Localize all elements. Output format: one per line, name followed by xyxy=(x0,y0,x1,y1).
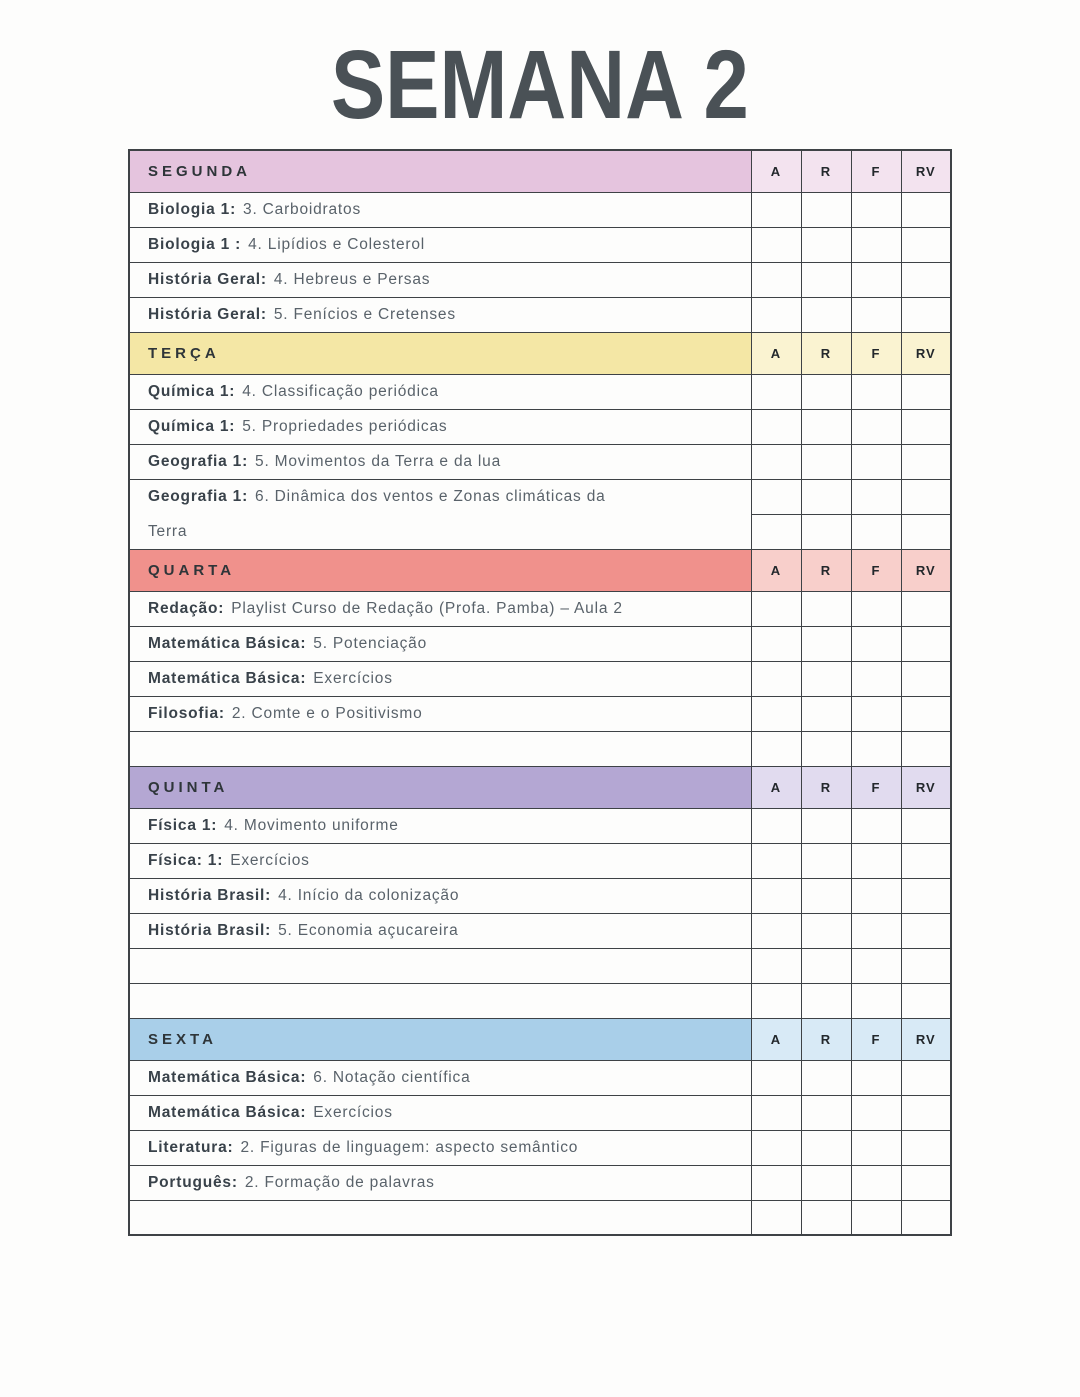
check-cell-sexta-r[interactable] xyxy=(801,1165,851,1200)
page-title xyxy=(0,0,1080,139)
check-cell-quarta-r[interactable] xyxy=(801,696,851,731)
task-label-cell xyxy=(129,227,751,262)
task-row xyxy=(129,1095,951,1130)
check-cell-quinta-r[interactable] xyxy=(801,808,851,843)
check-cell-terca-r[interactable] xyxy=(801,409,851,444)
check-cell-terca-rv[interactable] xyxy=(901,514,951,549)
check-cell-sexta-a[interactable] xyxy=(751,1095,801,1130)
task-subject: Matemática Básica: xyxy=(148,634,307,652)
check-cell-quarta-a[interactable] xyxy=(751,626,801,661)
task-topic: 6. Dinâmica dos ventos e Zonas climáticas da xyxy=(255,487,606,505)
task-subject: Literatura: xyxy=(148,1138,234,1156)
check-cell-terca-r[interactable] xyxy=(801,514,851,549)
task-subject: História Brasil: xyxy=(148,921,272,939)
empty-row xyxy=(129,983,951,1018)
check-cell-segunda-rv[interactable] xyxy=(901,227,951,262)
check-column-header-r: R xyxy=(801,1018,851,1060)
task-subject: Matemática Básica: xyxy=(148,1103,307,1121)
task-topic: 2. Comte e o Positivismo xyxy=(231,704,423,722)
empty-task-cell xyxy=(129,983,751,1018)
task-label-cell xyxy=(129,878,751,913)
task-row xyxy=(129,696,951,731)
check-column-header-a: A xyxy=(751,150,801,192)
task-subject: Física: 1: xyxy=(148,851,224,869)
task-topic: 5. Economia açucareira xyxy=(278,921,459,939)
check-cell-quarta-rv[interactable] xyxy=(901,731,951,766)
check-cell-quinta-f[interactable] xyxy=(851,843,901,878)
check-column-header-a: A xyxy=(751,332,801,374)
task-label-cell xyxy=(129,409,751,444)
check-cell-terca-r[interactable] xyxy=(801,374,851,409)
check-cell-segunda-f[interactable] xyxy=(851,297,901,332)
check-column-header-rv: RV xyxy=(901,766,951,808)
check-cell-quinta-rv[interactable] xyxy=(901,808,951,843)
task-subject: Química 1: xyxy=(148,382,236,400)
check-cell-terca-f[interactable] xyxy=(851,374,901,409)
task-row xyxy=(129,409,951,444)
day-header-row-terca xyxy=(129,332,951,374)
check-cell-terca-f[interactable] xyxy=(851,479,901,514)
check-column-header-rv: RV xyxy=(901,1018,951,1060)
empty-task-cell xyxy=(129,948,751,983)
check-column-header-r: R xyxy=(801,332,851,374)
check-cell-terca-rv[interactable] xyxy=(901,444,951,479)
task-topic: Playlist Curso de Redação (Profa. Pamba) – Aula 2 xyxy=(231,599,623,617)
check-cell-terca-rv[interactable] xyxy=(901,374,951,409)
empty-row xyxy=(129,731,951,766)
task-row xyxy=(129,661,951,696)
check-cell-terca-r[interactable] xyxy=(801,479,851,514)
empty-row xyxy=(129,1200,951,1235)
task-row xyxy=(129,262,951,297)
check-cell-segunda-a[interactable] xyxy=(751,227,801,262)
day-header-row-segunda xyxy=(129,150,951,192)
check-cell-segunda-f[interactable] xyxy=(851,227,901,262)
task-topic: 4. Hebreus e Persas xyxy=(273,270,431,288)
task-subject: Filosofia: xyxy=(148,704,225,722)
check-column-header-a: A xyxy=(751,766,801,808)
task-topic: 4. Classificação periódica xyxy=(242,382,439,400)
check-cell-segunda-r[interactable] xyxy=(801,262,851,297)
check-column-header-rv: RV xyxy=(901,150,951,192)
check-cell-segunda-a[interactable] xyxy=(751,192,801,227)
check-cell-sexta-rv[interactable] xyxy=(901,1095,951,1130)
check-cell-quarta-r[interactable] xyxy=(801,661,851,696)
task-subject: História Geral: xyxy=(148,270,267,288)
check-cell-segunda-rv[interactable] xyxy=(901,192,951,227)
check-cell-quarta-f[interactable] xyxy=(851,591,901,626)
check-cell-quarta-f[interactable] xyxy=(851,731,901,766)
task-topic: 5. Propriedades periódicas xyxy=(242,417,448,435)
check-cell-quinta-r[interactable] xyxy=(801,983,851,1018)
check-cell-terca-a[interactable] xyxy=(751,514,801,549)
day-header-sexta: SEXTA xyxy=(129,1018,751,1060)
check-cell-quinta-r[interactable] xyxy=(801,878,851,913)
check-cell-terca-a[interactable] xyxy=(751,409,801,444)
task-row xyxy=(129,479,951,514)
check-cell-quinta-rv[interactable] xyxy=(901,948,951,983)
check-cell-sexta-f[interactable] xyxy=(851,1095,901,1130)
check-cell-terca-rv[interactable] xyxy=(901,409,951,444)
task-row xyxy=(129,192,951,227)
check-cell-quinta-a[interactable] xyxy=(751,948,801,983)
check-cell-terca-f[interactable] xyxy=(851,409,901,444)
task-row xyxy=(129,297,951,332)
check-column-header-f: F xyxy=(851,549,901,591)
check-cell-sexta-a[interactable] xyxy=(751,1200,801,1235)
task-subject: Geografia 1: xyxy=(148,452,249,470)
check-cell-quinta-rv[interactable] xyxy=(901,878,951,913)
check-cell-quinta-a[interactable] xyxy=(751,983,801,1018)
task-label-cell xyxy=(129,626,751,661)
empty-task-cell xyxy=(129,1200,751,1235)
task-subject: Matemática Básica: xyxy=(148,669,307,687)
task-subject: História Brasil: xyxy=(148,886,272,904)
task-subject: Matemática Básica: xyxy=(148,1068,307,1086)
task-subject: Redação: xyxy=(148,599,225,617)
check-cell-terca-a[interactable] xyxy=(751,479,801,514)
task-row xyxy=(129,808,951,843)
check-cell-quarta-f[interactable] xyxy=(851,661,901,696)
check-column-header-r: R xyxy=(801,549,851,591)
day-header-row-quarta xyxy=(129,549,951,591)
task-subject: Português: xyxy=(148,1173,238,1191)
check-cell-quarta-a[interactable] xyxy=(751,591,801,626)
check-column-header-f: F xyxy=(851,766,901,808)
check-cell-sexta-rv[interactable] xyxy=(901,1060,951,1095)
task-label-cell xyxy=(129,192,751,227)
check-cell-segunda-r[interactable] xyxy=(801,297,851,332)
check-cell-sexta-f[interactable] xyxy=(851,1165,901,1200)
task-row xyxy=(129,1130,951,1165)
study-planner-table xyxy=(128,149,952,1236)
task-label-cell xyxy=(129,444,751,479)
day-header-segunda: SEGUNDA xyxy=(129,150,751,192)
check-cell-sexta-f[interactable] xyxy=(851,1060,901,1095)
check-cell-segunda-rv[interactable] xyxy=(901,262,951,297)
day-header-quarta: QUARTA xyxy=(129,549,751,591)
check-cell-quinta-r[interactable] xyxy=(801,948,851,983)
check-cell-quarta-rv[interactable] xyxy=(901,626,951,661)
day-header-row-sexta xyxy=(129,1018,951,1060)
task-subject: Biologia 1 : xyxy=(148,235,242,253)
check-cell-segunda-a[interactable] xyxy=(751,297,801,332)
check-cell-quinta-rv[interactable] xyxy=(901,843,951,878)
day-header-row-quinta xyxy=(129,766,951,808)
check-cell-quinta-f[interactable] xyxy=(851,808,901,843)
task-label-cell xyxy=(129,913,751,948)
task-topic: Exercícios xyxy=(313,1103,393,1121)
task-topic: 6. Notação científica xyxy=(313,1068,471,1086)
check-cell-quinta-a[interactable] xyxy=(751,843,801,878)
check-cell-quinta-f[interactable] xyxy=(851,948,901,983)
check-column-header-f: F xyxy=(851,1018,901,1060)
task-topic: 2. Figuras de linguagem: aspecto semântico xyxy=(240,1138,579,1156)
task-topic: 5. Fenícios e Cretenses xyxy=(273,305,456,323)
task-label-cell xyxy=(129,696,751,731)
task-label-cell xyxy=(129,262,751,297)
task-subject: Física 1: xyxy=(148,816,218,834)
check-cell-quarta-r[interactable] xyxy=(801,731,851,766)
check-column-header-rv: RV xyxy=(901,549,951,591)
check-cell-quinta-rv[interactable] xyxy=(901,913,951,948)
check-cell-segunda-f[interactable] xyxy=(851,262,901,297)
day-header-terca: TERÇA xyxy=(129,332,751,374)
check-cell-terca-rv[interactable] xyxy=(901,479,951,514)
check-cell-sexta-a[interactable] xyxy=(751,1130,801,1165)
check-cell-quarta-a[interactable] xyxy=(751,696,801,731)
check-cell-segunda-r[interactable] xyxy=(801,192,851,227)
task-row xyxy=(129,913,951,948)
task-topic: 2. Formação de palavras xyxy=(244,1173,435,1191)
check-cell-segunda-f[interactable] xyxy=(851,192,901,227)
task-label-cell xyxy=(129,661,751,696)
check-column-header-a: A xyxy=(751,549,801,591)
check-cell-quinta-f[interactable] xyxy=(851,983,901,1018)
check-cell-quarta-a[interactable] xyxy=(751,731,801,766)
check-cell-quinta-r[interactable] xyxy=(801,843,851,878)
task-label-cell xyxy=(129,479,751,549)
task-row xyxy=(129,227,951,262)
check-cell-quinta-a[interactable] xyxy=(751,913,801,948)
check-cell-sexta-r[interactable] xyxy=(801,1200,851,1235)
task-topic: 4. Movimento uniforme xyxy=(224,816,399,834)
task-label-cell xyxy=(129,297,751,332)
check-cell-sexta-rv[interactable] xyxy=(901,1200,951,1235)
task-topic: Exercícios xyxy=(313,669,393,687)
check-cell-quarta-rv[interactable] xyxy=(901,696,951,731)
check-cell-terca-f[interactable] xyxy=(851,514,901,549)
task-topic: 5. Movimentos da Terra e da lua xyxy=(255,452,501,470)
task-row xyxy=(129,1165,951,1200)
task-row xyxy=(129,374,951,409)
check-cell-quarta-f[interactable] xyxy=(851,696,901,731)
task-topic-continuation: Terra xyxy=(148,522,188,540)
task-topic: 4. Início da colonização xyxy=(278,886,460,904)
check-cell-quinta-f[interactable] xyxy=(851,878,901,913)
task-label-cell xyxy=(129,808,751,843)
check-cell-quarta-r[interactable] xyxy=(801,591,851,626)
check-column-header-rv: RV xyxy=(901,332,951,374)
task-topic: 3. Carboidratos xyxy=(243,200,362,218)
check-cell-quarta-a[interactable] xyxy=(751,661,801,696)
task-row xyxy=(129,843,951,878)
check-cell-segunda-a[interactable] xyxy=(751,262,801,297)
task-label-cell xyxy=(129,1095,751,1130)
check-cell-quinta-a[interactable] xyxy=(751,808,801,843)
task-topic: Exercícios xyxy=(230,851,310,869)
check-cell-sexta-f[interactable] xyxy=(851,1200,901,1235)
day-header-quinta: QUINTA xyxy=(129,766,751,808)
task-label-cell xyxy=(129,1060,751,1095)
task-row xyxy=(129,878,951,913)
task-subject: Geografia 1: xyxy=(148,487,249,505)
task-label-cell xyxy=(129,374,751,409)
check-cell-quarta-r[interactable] xyxy=(801,626,851,661)
check-cell-quinta-a[interactable] xyxy=(751,878,801,913)
task-row xyxy=(129,444,951,479)
task-subject: Biologia 1: xyxy=(148,200,237,218)
check-cell-terca-a[interactable] xyxy=(751,444,801,479)
task-row xyxy=(129,626,951,661)
check-cell-sexta-a[interactable] xyxy=(751,1060,801,1095)
check-column-header-f: F xyxy=(851,332,901,374)
check-cell-quinta-r[interactable] xyxy=(801,913,851,948)
check-column-header-f: F xyxy=(851,150,901,192)
check-cell-quinta-f[interactable] xyxy=(851,913,901,948)
check-cell-quarta-rv[interactable] xyxy=(901,661,951,696)
check-cell-sexta-r[interactable] xyxy=(801,1095,851,1130)
check-cell-sexta-rv[interactable] xyxy=(901,1165,951,1200)
check-cell-sexta-r[interactable] xyxy=(801,1060,851,1095)
task-row xyxy=(129,1060,951,1095)
task-subject: Química 1: xyxy=(148,417,236,435)
task-topic: 5. Potenciação xyxy=(313,634,428,652)
check-cell-sexta-f[interactable] xyxy=(851,1130,901,1165)
check-cell-quarta-f[interactable] xyxy=(851,626,901,661)
check-column-header-r: R xyxy=(801,150,851,192)
task-label-cell xyxy=(129,591,751,626)
check-cell-segunda-rv[interactable] xyxy=(901,297,951,332)
empty-task-cell xyxy=(129,731,751,766)
check-cell-sexta-r[interactable] xyxy=(801,1130,851,1165)
task-label-cell xyxy=(129,843,751,878)
check-cell-terca-a[interactable] xyxy=(751,374,801,409)
check-column-header-a: A xyxy=(751,1018,801,1060)
empty-row xyxy=(129,948,951,983)
task-topic: 4. Lipídios e Colesterol xyxy=(248,235,426,253)
check-cell-terca-f[interactable] xyxy=(851,444,901,479)
check-cell-segunda-r[interactable] xyxy=(801,227,851,262)
check-cell-terca-r[interactable] xyxy=(801,444,851,479)
check-cell-sexta-rv[interactable] xyxy=(901,1130,951,1165)
check-cell-sexta-a[interactable] xyxy=(751,1165,801,1200)
page-title-text: SEMANA 2 xyxy=(330,30,750,139)
check-cell-quinta-rv[interactable] xyxy=(901,983,951,1018)
task-label-cell xyxy=(129,1130,751,1165)
check-cell-quarta-rv[interactable] xyxy=(901,591,951,626)
task-subject: História Geral: xyxy=(148,305,267,323)
task-row xyxy=(129,591,951,626)
task-label-cell xyxy=(129,1165,751,1200)
check-column-header-r: R xyxy=(801,766,851,808)
